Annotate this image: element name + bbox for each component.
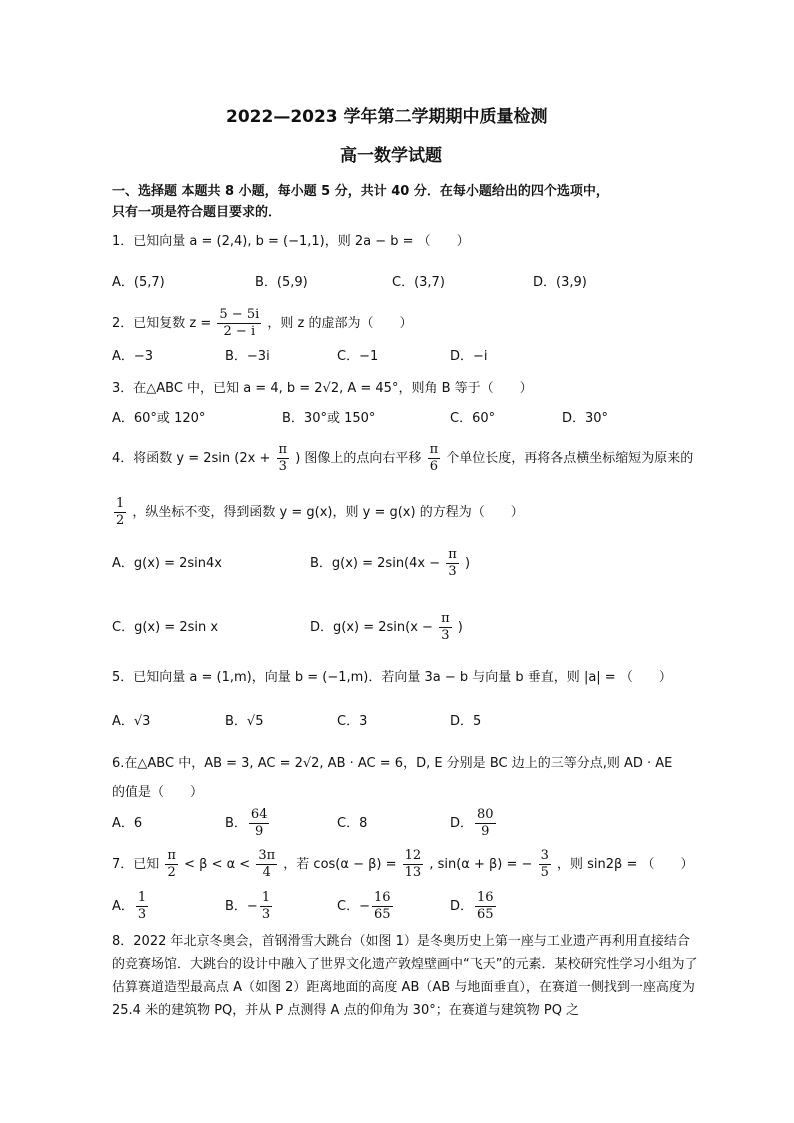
- q2-option-b: B．−3i: [225, 349, 270, 364]
- q4-p1: 4．将函数 y = 2sin: [112, 451, 231, 466]
- q7-option-a-frac-den: 3: [137, 907, 147, 922]
- q1-option-a: A．(5,7): [112, 275, 165, 290]
- exam-subtitle: 高一数学试题: [340, 146, 442, 166]
- q4-option-b-pre: B．g(x) = 2sin(4x −: [310, 556, 441, 571]
- q6-option-a: A．6: [112, 816, 143, 831]
- q7-option-b-frac-num: 1: [261, 890, 271, 905]
- q7-p3: ，若 cos(α − β) =: [283, 857, 397, 872]
- q7-p4: , sin(α + β) = −: [429, 857, 533, 872]
- q7-frac-d-den: 5: [540, 865, 549, 880]
- q5-option-d: D．5: [450, 714, 482, 729]
- q7-option-a-frac-num: 1: [137, 890, 147, 905]
- q7-option-b: [225, 888, 274, 926]
- q4-p6: ，纵坐标不变，得到函数 y = g(x)，则 y = g(x) 的方程为（ ）: [132, 505, 524, 520]
- section-heading-line1: 一、选择题 本题共 8 小题，每小题 5 分，共计 40 分．在每小题给出的四个选项中，: [112, 184, 609, 199]
- q4-stem-line2: [112, 494, 524, 532]
- q6-option-b-frac: [249, 807, 270, 840]
- q2-option-a: A．−3: [112, 349, 154, 364]
- q4-p3: ): [295, 451, 301, 466]
- q7-frac-a-den: 2: [167, 865, 176, 880]
- q7-option-b-frac-den: 3: [261, 907, 271, 922]
- q4-option-b-frac: [446, 547, 459, 580]
- q4-option-d-frac: [439, 611, 452, 644]
- q7-p1: 7．已知: [112, 857, 160, 872]
- q2-option-c: C．−1: [337, 349, 379, 364]
- q7-frac-b: [256, 848, 277, 881]
- q6-option-b-label: B．: [225, 816, 247, 831]
- q7-option-d-frac: [475, 890, 496, 923]
- q1-option-d: D．(3,9): [533, 275, 587, 290]
- q3-option-d: D．30°: [562, 411, 609, 426]
- q4-p2: (2x +: [234, 451, 271, 466]
- q4-option-d-post: ): [457, 620, 463, 635]
- section-heading-line2: 只有一项是符合题目要求的．: [112, 205, 282, 220]
- q4-frac-half-num: 1: [116, 496, 125, 511]
- q4-frac-pi6: [428, 442, 441, 475]
- q7-frac-a: [165, 848, 178, 881]
- q2-stem: [112, 307, 413, 341]
- q7-frac-c-den: 13: [404, 865, 422, 880]
- q7-frac-b-num: 3π: [258, 848, 276, 863]
- q4-option-d-pre: D．g(x) = 2sin(x −: [310, 620, 433, 635]
- q1-stem: 1．已知向量 a = (2,4), b = (−1,1)，则 2a − b = （ ）: [112, 234, 470, 249]
- q3-option-c: C．60°: [450, 411, 496, 426]
- q7-option-c-label: C．−: [337, 899, 370, 914]
- q3-stem: 3．在△ABC 中，已知 a = 4, b = 2√2, A = 45°，则角 B 等于（ ）: [112, 381, 533, 396]
- q7-option-a: [112, 888, 150, 926]
- q4-frac-pi6-num: π: [429, 442, 439, 457]
- q4-option-b-frac-den: 3: [448, 564, 457, 579]
- q7-frac-d-num: 3: [540, 848, 549, 863]
- q7-frac-b-den: 4: [262, 865, 271, 880]
- q4-frac-half-den: 2: [116, 513, 125, 528]
- q6-option-b-frac-num: 64: [250, 807, 268, 822]
- q4-option-b-frac-num: π: [448, 547, 457, 562]
- q6-option-d-frac-num: 80: [477, 807, 494, 822]
- q7-option-d: [450, 888, 498, 926]
- q2-fraction-num: 5 − 5i: [219, 307, 260, 322]
- q4-option-d-frac-den: 3: [441, 628, 450, 643]
- q7-option-c-frac-den: 65: [373, 907, 391, 922]
- q7-frac-c-num: 12: [404, 848, 422, 863]
- exam-title: 2022—2023 学年第二学期期中质量检测: [226, 107, 548, 127]
- q2-fraction-den: 2 − i: [223, 324, 256, 339]
- q2-option-d: D．−i: [450, 349, 488, 364]
- q6-stem-line2: 的值是（ ）: [112, 785, 204, 800]
- q6-stem: 6.在△ABC 中，AB = 3, AC = 2√2, AB · AC = 6，D, E 分别是 BC 边上的三等分点,则 AD · AE: [112, 756, 673, 771]
- q4-frac-pi3-den: 3: [278, 459, 287, 474]
- q7-option-d-frac-num: 16: [477, 890, 494, 905]
- q2-stem-post: ，则 z 的虚部为（ ）: [267, 316, 413, 331]
- q7-option-d-frac-den: 65: [477, 907, 494, 922]
- q2-fraction: [217, 307, 261, 340]
- q4-option-d: [310, 609, 463, 647]
- q5-option-a: A．√3: [112, 714, 151, 729]
- q5-option-b: B．√5: [225, 714, 264, 729]
- q4-option-a: A．g(x) = 2sin4x: [112, 556, 222, 571]
- q7-frac-a-num: π: [167, 848, 176, 863]
- q7-option-a-label: A．: [112, 899, 134, 914]
- q6-option-b-frac-den: 9: [255, 824, 264, 839]
- q7-option-c-frac-num: 16: [373, 890, 391, 905]
- q1-option-c: C．(3,7): [392, 275, 445, 290]
- q4-p4: 图像上的点向右平移: [304, 451, 422, 466]
- q6-option-d: [450, 805, 498, 843]
- q4-frac-pi3: [277, 442, 290, 475]
- q5-option-c: C．3: [337, 714, 368, 729]
- q7-option-a-frac: [136, 890, 148, 923]
- q7-frac-c: [403, 848, 424, 881]
- q4-option-d-frac-num: π: [441, 611, 450, 626]
- q4-stem-line1: [112, 440, 693, 478]
- q6-option-d-label: D．: [450, 816, 474, 831]
- q7-option-c-frac: [372, 890, 393, 923]
- q7-option-b-frac: [260, 890, 272, 923]
- q7-option-d-label: D．: [450, 899, 474, 914]
- q4-option-c: C．g(x) = 2sin x: [112, 620, 219, 635]
- q7-frac-d: [539, 848, 551, 881]
- q4-frac-half: [114, 496, 126, 529]
- q4-frac-pi6-den: 6: [429, 459, 438, 474]
- q6-option-d-frac-den: 9: [481, 824, 490, 839]
- q4-option-b-post: ): [464, 556, 471, 571]
- q6-option-b: [225, 805, 271, 843]
- q1-option-b: B．(5,9): [255, 275, 308, 290]
- q6-option-d-frac: [475, 807, 496, 840]
- q7-p2: < β < α <: [184, 857, 251, 872]
- q7-option-b-label: B．−: [225, 899, 258, 914]
- q7-stem: [112, 846, 693, 884]
- q3-option-b: B．30°或 150°: [282, 411, 376, 426]
- q5-stem: 5．已知向量 a = (1,m)，向量 b = (−1,m)．若向量 3a − b 与向量 b 垂直，则 |a| = （ ）: [112, 670, 672, 685]
- q4-frac-pi3-num: π: [278, 442, 288, 457]
- q7-option-c: [337, 888, 395, 926]
- q3-option-a: A．60°或 120°: [112, 411, 206, 426]
- q8-paragraph: 8．2022 年北京冬奥会，首钢滑雪大跳台（如图 1）是冬奥历史上第一座与工业遗产再利用直接结合的竞赛场馆．大跳台的设计中融入了世界文化遗产敦煌壁画中“飞天”的元素．某校研究性学习小组为了估算赛道造型最高点 A（如图 2）距离地面的高度 AB（AB 与地面垂直），在赛道一侧找到一座高度为 25.4 米的建筑物 PQ，并从 P 点测得 A 点的仰角为 30°；在赛道与建筑物 PQ 之: [112, 934, 698, 1018]
- q7-p5: ，则 sin2β = （ ）: [557, 857, 694, 872]
- q4-p5: 个单位长度，再将各点横坐标缩短为原来的: [446, 451, 694, 466]
- q2-stem-pre: 2．已知复数 z =: [112, 316, 212, 331]
- q6-option-c: C．8: [337, 816, 368, 831]
- q4-option-b: [310, 545, 470, 583]
